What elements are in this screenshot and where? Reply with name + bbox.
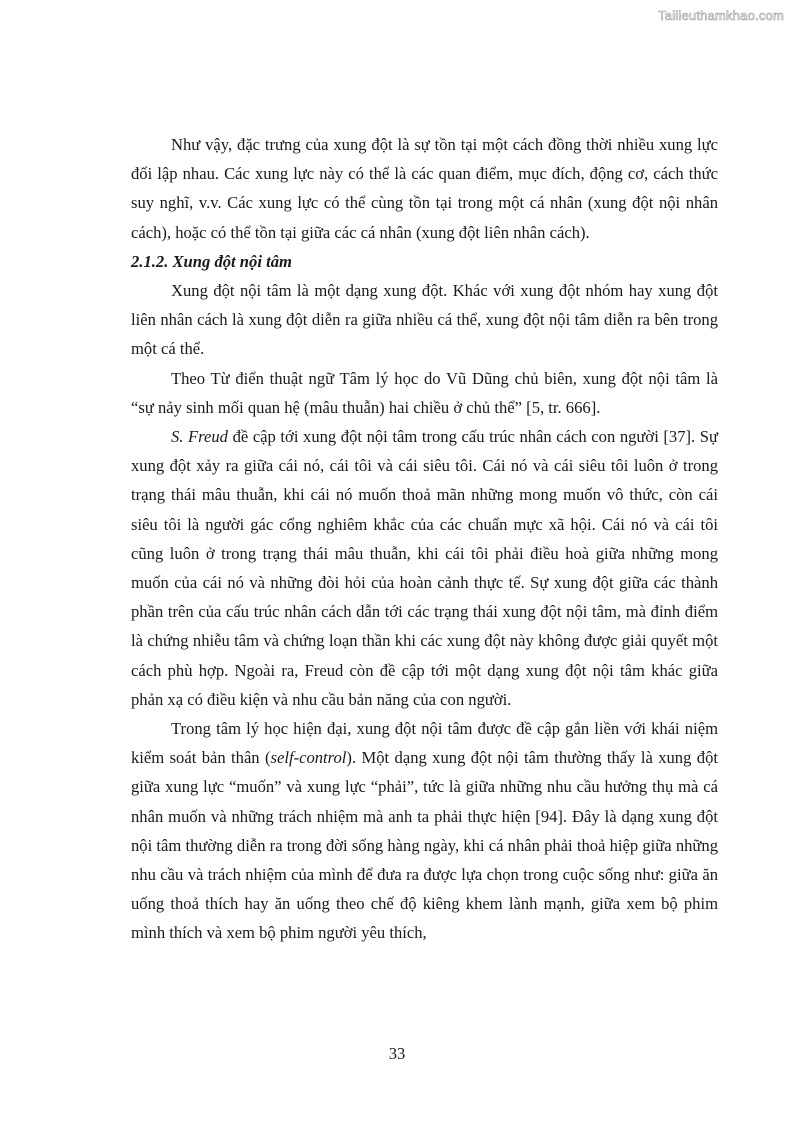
paragraph-internal-conflict: Xung đột nội tâm là một dạng xung đột. Khác với xung đột nhóm hay xung đột liên nhân cách là xung đột diễn ra giữa nhiều cá thể, xung đột nội tâm diễn ra bên trong một cá thể. [131, 281, 718, 359]
paragraph-modern-text-b: ). Một dạng xung đột nội tâm thường thấy là xung đột giữa xung lực “muốn” và xung lực “phải”, tức là giữa những nhu cầu hưởng thụ mà cá nhân muốn và những trách nhiệm mà anh ta phải thực hiện [94]. Đây là dạng xung đột nội tâm thường diễn ra trong đời sống hàng ngày, khi cá nhân phải thoả hiệp giữa những nhu cầu và trách nhiệm của mình để đưa ra được lựa chọn trong cuộc sống như: giữa ăn uống thoả thích hay ăn uống theo chế độ kiêng khem lành mạnh, giữa xem bộ phim mình thích và xem bộ phim người yêu thích, [131, 748, 718, 943]
paragraph-freud [131, 422, 718, 714]
document-body [131, 130, 718, 948]
paragraph-freud-text: đề cập tới xung đột nội tâm trong cấu trúc nhân cách con người [37]. Sự xung đột xảy ra giữa cái nó, cái tôi và cái siêu tôi. Cái nó và cái siêu tôi luôn ở trong trạng thái mâu thuẫn, khi cái nó muốn thoả mãn những mong muốn vô thức, còn cái siêu tôi là người gác cổng nghiêm khắc của các chuẩn mực xã hội. Cái nó và cái tôi cũng luôn ở trong trạng thái mâu thuẫn, khi cái tôi phải điều hoà giữa những mong muốn của cái nó và những đòi hỏi của hoàn cảnh thực tế. Sự xung đột giữa các thành phần trên của cấu trúc nhân cách dẫn tới các trạng thái xung đột nội tâm, mà đỉnh điểm là chứng nhiễu tâm và chứng loạn thần khi các xung đột này không được giải quyết một cách phù hợp. Ngoài ra, Freud còn đề cập tới một dạng xung đột nội tâm khác giữa phản xạ có điều kiện và nhu cầu bản năng của con người. [131, 427, 718, 709]
paragraph-conflict-definition: Như vậy, đặc trưng của xung đột là sự tồn tại một cách đồng thời nhiều xung lực đối lập nhau. Các xung lực này có thể là các quan điểm, mục đích, động cơ, cách thức suy nghĩ, v.v. Các xung lực có thể cùng tồn tại trong một cá nhân (xung đột nội nhân cách), hoặc có thể tồn tại giữa các cá nhân (xung đột liên nhân cách). [131, 135, 718, 242]
paragraph-modern-text-a: Trong tâm lý học hiện đại, xung đột nội tâm được đề cập gắn liền với khái niệm kiểm soát bản thân ( [131, 719, 718, 768]
term-self-control: self-control [270, 748, 347, 768]
paragraph-dictionary-definition: Theo Từ điển thuật ngữ Tâm lý học do Vũ Dũng chủ biên, xung đột nội tâm là “sự nảy sinh mối quan hệ (mâu thuẫn) hai chiều ở chủ thể” [5, tr. 666]. [131, 368, 718, 417]
section-heading: 2.1.2. Xung đột nội tâm [131, 251, 292, 271]
author-name: S. Freud [171, 427, 228, 447]
paragraph-modern-psychology [131, 714, 718, 948]
watermark-text: Tailieuthamkhao.com [658, 8, 784, 23]
page-number: 33 [388, 1044, 406, 1063]
